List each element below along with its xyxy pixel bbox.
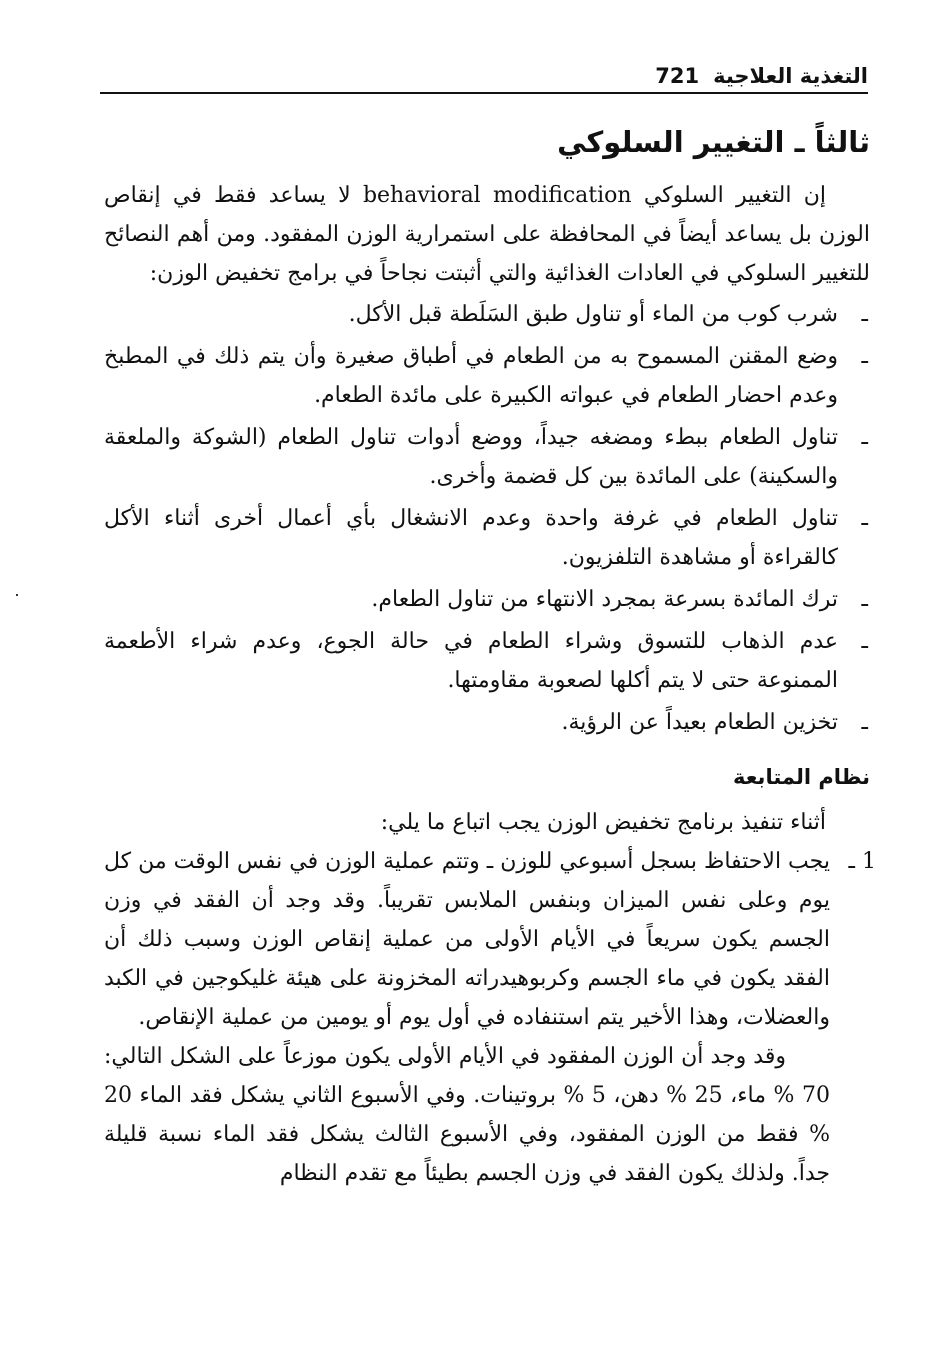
dash-bullet: ـ	[861, 506, 868, 531]
closing-paragraph: وقد وجد أن الوزن المفقود في الأيام الأولى يكون موزعاً على الشكل التالي: 70 % ماء، 25 % دهن، 5 % بروتينات. وفي الأسبوع الثاني يشكل فقد الماء 20 % فقط من الوزن المفقود، وفي الأسبوع الثالث يشكل فقد الماء نسبة قليلة جداً. ولذلك يكون الفقد في وزن الجسم بطيئاً مع تقدم النظام	[104, 1044, 830, 1186]
dash-bullet: ـ	[861, 710, 868, 735]
list-item	[104, 622, 870, 700]
follow-up-heading: نظام المتابعة	[732, 765, 870, 789]
dash-bullet: ـ	[861, 425, 868, 450]
intro-paragraph	[104, 176, 870, 293]
english-term: behavioral modification	[362, 183, 632, 208]
list-item	[104, 295, 870, 334]
follow-up-intro: أثناء تنفيذ برنامج تخفيض الوزن يجب اتباع ما يلي:	[380, 810, 826, 835]
page-body	[104, 118, 876, 1193]
numbered-item-text: يجب الاحتفاظ بسجل أسبوعي للوزن ـ وتتم عملية الوزن في نفس الوقت من كل يوم وعلى نفس الميزان وبنفس الملابس تقريباً. وقد وجد أن الفقد في وزن الجسم يكون سريعاً في الأيام الأولى من عملية إنقاص الوزن وسبب ذلك أن الفقد يكون في ماء الجسم وكربوهيدراته المخزونة على هيئة غليكوجين في الكبد والعضلات، وهذا الأخير يتم استنفاده في أول يوم أو يومين من عملية الإنقاص.	[104, 849, 830, 1030]
section-title: ثالثاً ـ التغيير السلوكي	[557, 125, 870, 159]
chapter-title: التغذية العلاجية	[713, 64, 868, 88]
intro-text-end: لا يساعد فقط في إنقاص الوزن بل يساعد أيضاً في المحافظة على استمرارية الوزن المفقود. ومن أهم النصائح للتغيير السلوكي في العادات الغذائية والتي أثبتت نجاحاً في برامج تخفيض الوزن:	[104, 183, 870, 286]
list-item	[104, 337, 870, 415]
list-item-text: ترك المائدة بسرعة بمجرد الانتهاء من تناول الطعام.	[371, 587, 838, 612]
list-item-text: تناول الطعام ببطء ومضغه جيداً، ووضع أدوات تناول الطعام (الشوكة والملعقة والسكينة) على المائدة بين كل قضمة وأخرى.	[104, 425, 838, 489]
dash-bullet: ـ	[861, 629, 868, 654]
list-item	[104, 418, 870, 496]
dash-bullet: ـ	[861, 587, 868, 612]
page-number: 721	[655, 64, 700, 88]
dash-bullet: ـ	[861, 302, 868, 327]
behavior-tips-list	[104, 295, 870, 742]
numbered-item	[104, 842, 876, 1037]
list-item-text: شرب كوب من الماء أو تناول طبق السَلَطة قبل الأكل.	[348, 302, 838, 327]
item-number: 1 ـ	[848, 849, 876, 874]
list-item-text: تخزين الطعام بعيداً عن الرؤية.	[561, 710, 838, 735]
list-item-text: تناول الطعام في غرفة واحدة وعدم الانشغال بأي أعمال أخرى أثناء الأكل كالقراءة أو مشاهدة التلفزيون.	[104, 506, 838, 570]
list-item	[104, 580, 870, 619]
header-title-group	[655, 64, 868, 92]
list-item-text: عدم الذهاب للتسوق وشراء الطعام في حالة الجوع، وعدم شراء الأطعمة الممنوعة حتى لا يتم أكلها لصعوبة مقاومتها.	[104, 629, 838, 693]
list-item-text: وضع المقنن المسموح به من الطعام في أطباق صغيرة وأن يتم ذلك في المطبخ وعدم احضار الطعام في عبواته الكبيرة على مائدة الطعام.	[104, 344, 838, 408]
list-item	[104, 703, 870, 742]
running-header	[100, 56, 868, 94]
list-item	[104, 499, 870, 577]
margin-dot	[16, 594, 18, 596]
dash-bullet: ـ	[861, 344, 868, 369]
intro-text-start: إن التغيير السلوكي	[643, 183, 826, 208]
